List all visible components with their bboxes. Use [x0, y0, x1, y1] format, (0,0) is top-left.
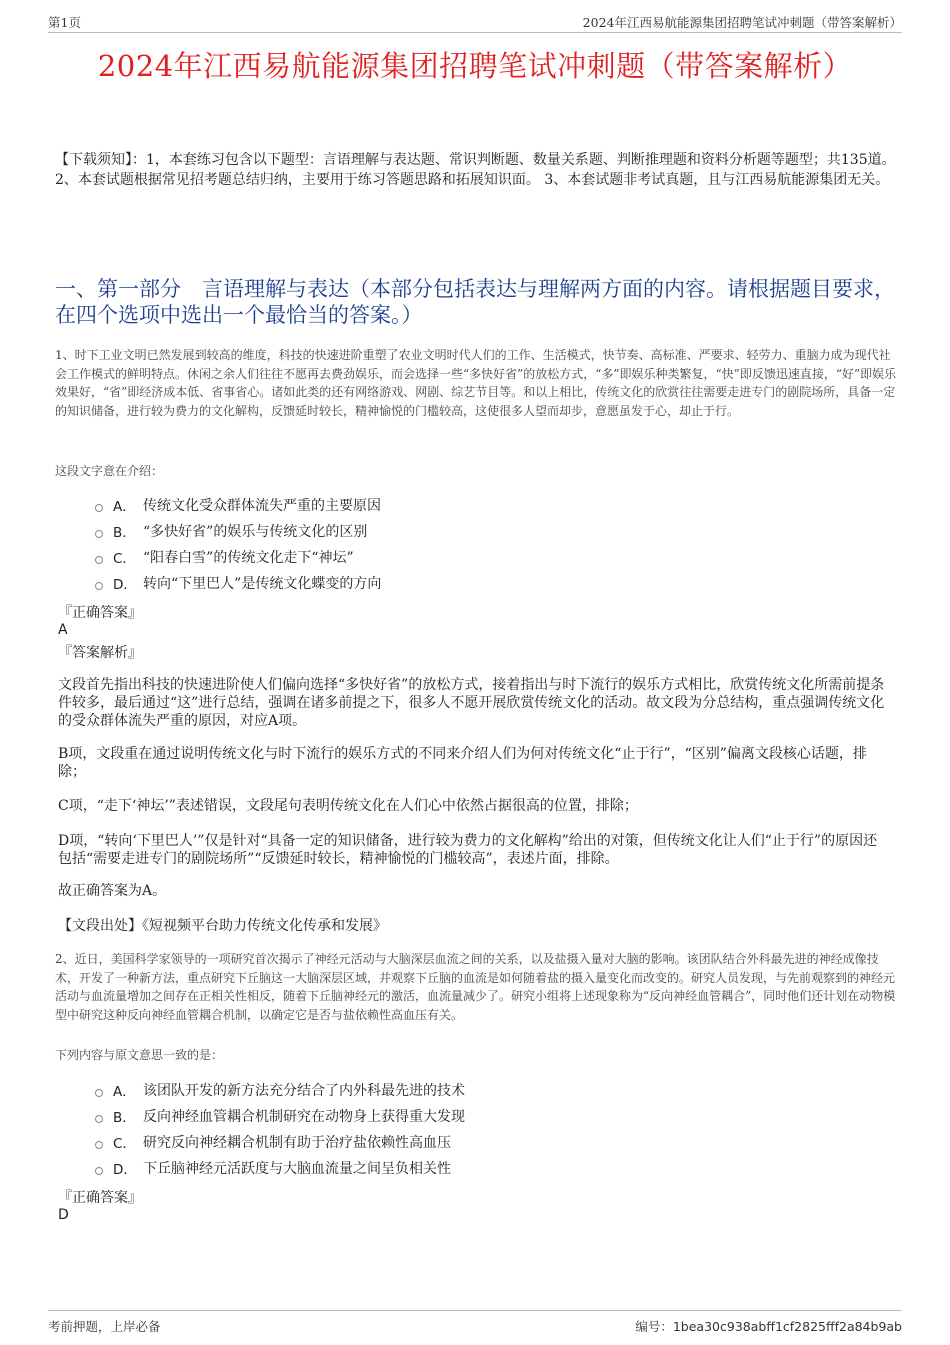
- option-text: “多快好省”的娱乐与传统文化的区别: [143, 524, 368, 540]
- analysis-paragraph: B项，文段重在通过说明传统文化与时下流行的娱乐方式的不同来介绍人们为何对传统文化“止于行”，“区别”偏离文段核心话题，排除；: [58, 746, 867, 780]
- option-letter: D．: [113, 1162, 137, 1178]
- option-letter: B．: [113, 525, 136, 541]
- analysis-conclusion: 故正确答案为A。: [58, 883, 167, 899]
- option-text: 转向“下里巴人”是传统文化蝶变的方向: [143, 576, 382, 592]
- option-text: 传统文化受众群体流失严重的主要原因: [143, 498, 381, 514]
- analysis-paragraph: C项，“走下‘神坛’”表述错误，文段尾句表明传统文化在人们心中依然占据很高的位置，排除；: [58, 798, 638, 814]
- option-text: 该团队开发的新方法充分结合了内外科最先进的技术: [143, 1083, 465, 1099]
- option-a[interactable]: [95, 1077, 795, 1103]
- option-letter: C．: [113, 1136, 136, 1152]
- question-2-prompt: 下列内容与原文意思一致的是：: [55, 1048, 224, 1062]
- option-letter: C．: [113, 551, 136, 567]
- option-c[interactable]: [95, 544, 795, 570]
- page-number: 第1页: [48, 15, 81, 30]
- option-d[interactable]: [95, 570, 795, 596]
- option-text: 反向神经血管耦合机制研究在动物身上获得重大发现: [143, 1109, 465, 1125]
- option-text: 下丘脑神经元活跃度与大脑血流量之间呈负相关性: [143, 1161, 451, 1177]
- option-letter: A．: [113, 1084, 136, 1100]
- option-letter: D．: [113, 577, 137, 593]
- radio-icon[interactable]: [95, 556, 103, 564]
- question-1-passage: 1、时下工业文明已然发展到较高的维度，科技的快速进阶重塑了农业文明时代人们的工作、生活模式，快节奏、高标准、严要求、轻劳力、重脑力成为现代社会工作模式的鲜明特点。休闲之余人们往往不愿再去费劲娱乐，而会选择一些“多快好省”的放松方式，“多”即娱乐种类繁复，“快”即反馈迅速直接，“好”即娱乐效果好，“省”即经济成本低、省事省心。诸如此类的还有网络游戏、网剧、综艺节目等。和以上相比，传统文化的欣赏往往需要走进专门的剧院场所，具备一定的知识储备，进行较为费力的文化解构，反馈延时较长，精神愉悦的门槛较高，这使很多人望而却步，意愿虽发于心，却止于行。: [55, 348, 897, 418]
- question-1-prompt: 这段文字意在介绍：: [55, 464, 164, 478]
- radio-icon[interactable]: [95, 1115, 103, 1123]
- option-c[interactable]: [95, 1129, 795, 1155]
- download-notice: 【下载须知】：1，本套练习包含以下题型：言语理解与表达题、常识判断题、数量关系题、判断推理题和资料分析题等题型；共135道。 2、本套试题根据常见招考题总结归纳，主要用于练习答题思路和拓展知识面。 3、本套试题非考试真题，且与江西易航能源集团无关。: [55, 152, 896, 188]
- radio-icon[interactable]: [95, 530, 103, 538]
- correct-answer-label: 『正确答案』: [58, 1190, 142, 1206]
- option-d[interactable]: [95, 1155, 795, 1181]
- header-doc-title: 2024年江西易航能源集团招聘笔试冲刺题（带答案解析）: [582, 15, 902, 30]
- question-2-options: [95, 1077, 795, 1181]
- source-citation: 【文段出处】《短视频平台助力传统文化传承和发展》: [58, 918, 387, 934]
- footer-slogan: 考前押题，上岸必备: [48, 1319, 161, 1334]
- correct-answer-label: 『正确答案』: [58, 605, 142, 621]
- option-b[interactable]: [95, 1103, 795, 1129]
- radio-icon[interactable]: [95, 1141, 103, 1149]
- analysis-paragraph: D项，“转向‘下里巴人’”仅是针对“具备一定的知识储备，进行较为费力的文化解构”给出的对策，但传统文化让人们“止于行”的原因还包括“需要走进专门的剧院场所”“反馈延时较长，精神愉悦的门槛较高”，表述片面，排除。: [58, 833, 878, 867]
- footer-doc-id: 编号：1bea30c938abff1cf2825fff2a84b9ab: [635, 1319, 902, 1334]
- option-letter: A．: [113, 499, 136, 515]
- radio-icon[interactable]: [95, 1167, 103, 1175]
- question-2-passage: 2、近日，美国科学家领导的一项研究首次揭示了神经元活动与大脑深层血流之间的关系，以及盐摄入量对大脑的影响。该团队结合外科最先进的神经成像技术，开发了一种新方法，重点研究下丘脑这一大脑深层区域，并观察下丘脑的血流是如何随着盐的摄入量变化而改变的。研究人员发现，与先前观察到的神经元活动与血流量增加之间存在正相关性相反，随着下丘脑神经元的激活，血流量减少了。研究小组将上述现象称为“反向神经血管耦合”，同时他们还计划在动物模型中研究这种反向神经血管耦合机制，以确定它是否与盐依赖性高血压有关。: [55, 952, 896, 1022]
- section-heading: 一、第一部分 言语理解与表达（本部分包括表达与理解两方面的内容。请根据题目要求，在四个选项中选出一个最恰当的答案。）: [55, 277, 895, 327]
- correct-answer: A: [58, 622, 68, 638]
- option-b[interactable]: [95, 518, 795, 544]
- option-text: “阳春白雪”的传统文化走下“神坛”: [143, 550, 354, 566]
- radio-icon[interactable]: [95, 504, 103, 512]
- radio-icon[interactable]: [95, 582, 103, 590]
- page-footer: [48, 1310, 902, 1337]
- analysis-label: 『答案解析』: [58, 645, 142, 661]
- question-1-options: [95, 492, 795, 596]
- option-letter: B．: [113, 1110, 136, 1126]
- correct-answer: D: [58, 1207, 69, 1223]
- analysis-paragraph: 文段首先指出科技的快速进阶使人们偏向选择“多快好省”的放松方式，接着指出与时下流行的娱乐方式相比，欣赏传统文化所需前提条件较多，最后通过“这”进行总结，强调在诸多前提之下，很多人不愿开展欣赏传统文化的活动。故文段为分总结构，重点强调传统文化的受众群体流失严重的原因，对应A项。: [58, 677, 885, 729]
- radio-icon[interactable]: [95, 1089, 103, 1097]
- option-a[interactable]: [95, 492, 795, 518]
- option-text: 研究反向神经耦合机制有助于治疗盐依赖性高血压: [143, 1135, 451, 1151]
- document-title: 2024年江西易航能源集团招聘笔试冲刺题（带答案解析）: [97, 49, 853, 83]
- page-header: [48, 8, 902, 33]
